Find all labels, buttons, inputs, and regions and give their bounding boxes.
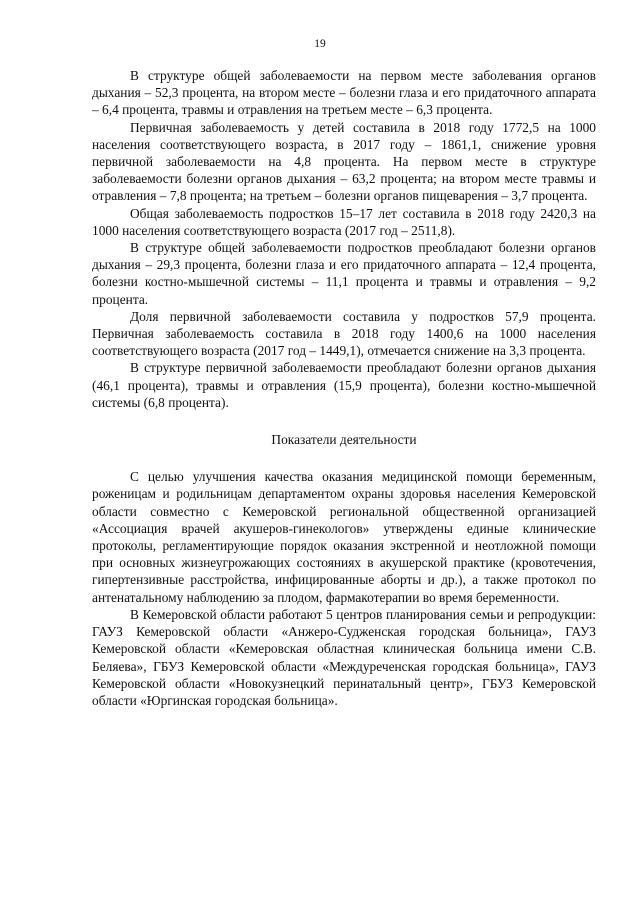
paragraph-adolescent-general-morbidity: Общая заболеваемость подростков 15–17 лет составила в 2018 году 2420,3 на 1000 населения соответствующего возраста (2017 год – 2511,8). [92, 205, 596, 238]
paragraph-adolescent-structure: В структуре общей заболеваемости подростков преобладают болезни органов дыхания – 29,3 процента, болезни глаза и его придаточного аппарата – 12,4 процента, болезни костно-мышечной системы – 11,1 процента и травмы и отравления – 9,2 процента. [92, 240, 596, 307]
paragraph-respiratory-structure: В структуре общей заболеваемости на первом месте заболевания органов дыхания – 52,3 процента, на втором месте – болезни глаза и его придаточного аппарата – 6,4 процента, травмы и отравления на третьем месте – 6,3 процента. [92, 68, 596, 118]
paragraph-primary-structure: В структуре первичной заболеваемости преобладают болезни органов дыхания (46,1 процента), травмы и отравления (15,9 процента), болезни костно-мышечной системы (6,8 процента). [92, 360, 596, 410]
paragraph-family-planning-centers: В Кемеровской области работают 5 центров планирования семьи и репродукции: ГАУЗ Кемеровской области «Анжеро-Судженская городская больница», ГАУЗ Кемеровской области «Кемеровская областная клиническая больница имени С.В. Беляева», ГБУЗ Кемеровской области «Междуреченская городская больница», ГАУЗ Кемеровской области «Новокузнецкий перинатальный центр», ГБУЗ Кемеровской области «Юргинская городская больница». [92, 606, 596, 708]
paragraph-adolescent-primary-share: Доля первичной заболеваемости составила у подростков 57,9 процента. Первичная заболеваемость составила в 2018 году 1400,6 на 1000 населения соответствующего возраста (2017 год – 1449,1), отмечается снижение на 3,3 процента. [92, 308, 596, 359]
paragraph-children-morbidity: Первичная заболеваемость у детей составила в 2018 году 1772,5 на 1000 населения соответствующего возраста, в 2017 году – 1861,1, снижение уровня первичной заболеваемости на 4,8 процента. На первом месте в структуре заболеваемости болезни органов дыхания – 63,2 процента; на втором месте травмы и отравления – 7,8 процента; на третьем – болезни органов пищеварения – 3,7 процента. [92, 119, 596, 204]
section-heading: Показатели деятельности [271, 432, 417, 448]
page-number: 19 [314, 38, 326, 50]
paragraph-clinical-protocols: С целью улучшения качества оказания медицинской помощи беременным, роженицам и родильницам департаментом охраны здоровья населения Кемеровской области совместно с Кемеровской региональной общественной организацией «Ассоциация врачей акушеров-гинекологов» утверждены единые клинические протоколы, регламентирующие порядок оказания экстренной и неотложной помощи при основных жизнеугрожающих состояниях в акушерской практике (кровотечения, гипертензивные расстройства, инфицированные аборты и др.), а также протокол по антенатальному наблюдению за плодом, фармакотерапии во время беременности. [92, 469, 596, 605]
document-body [92, 67, 596, 709]
